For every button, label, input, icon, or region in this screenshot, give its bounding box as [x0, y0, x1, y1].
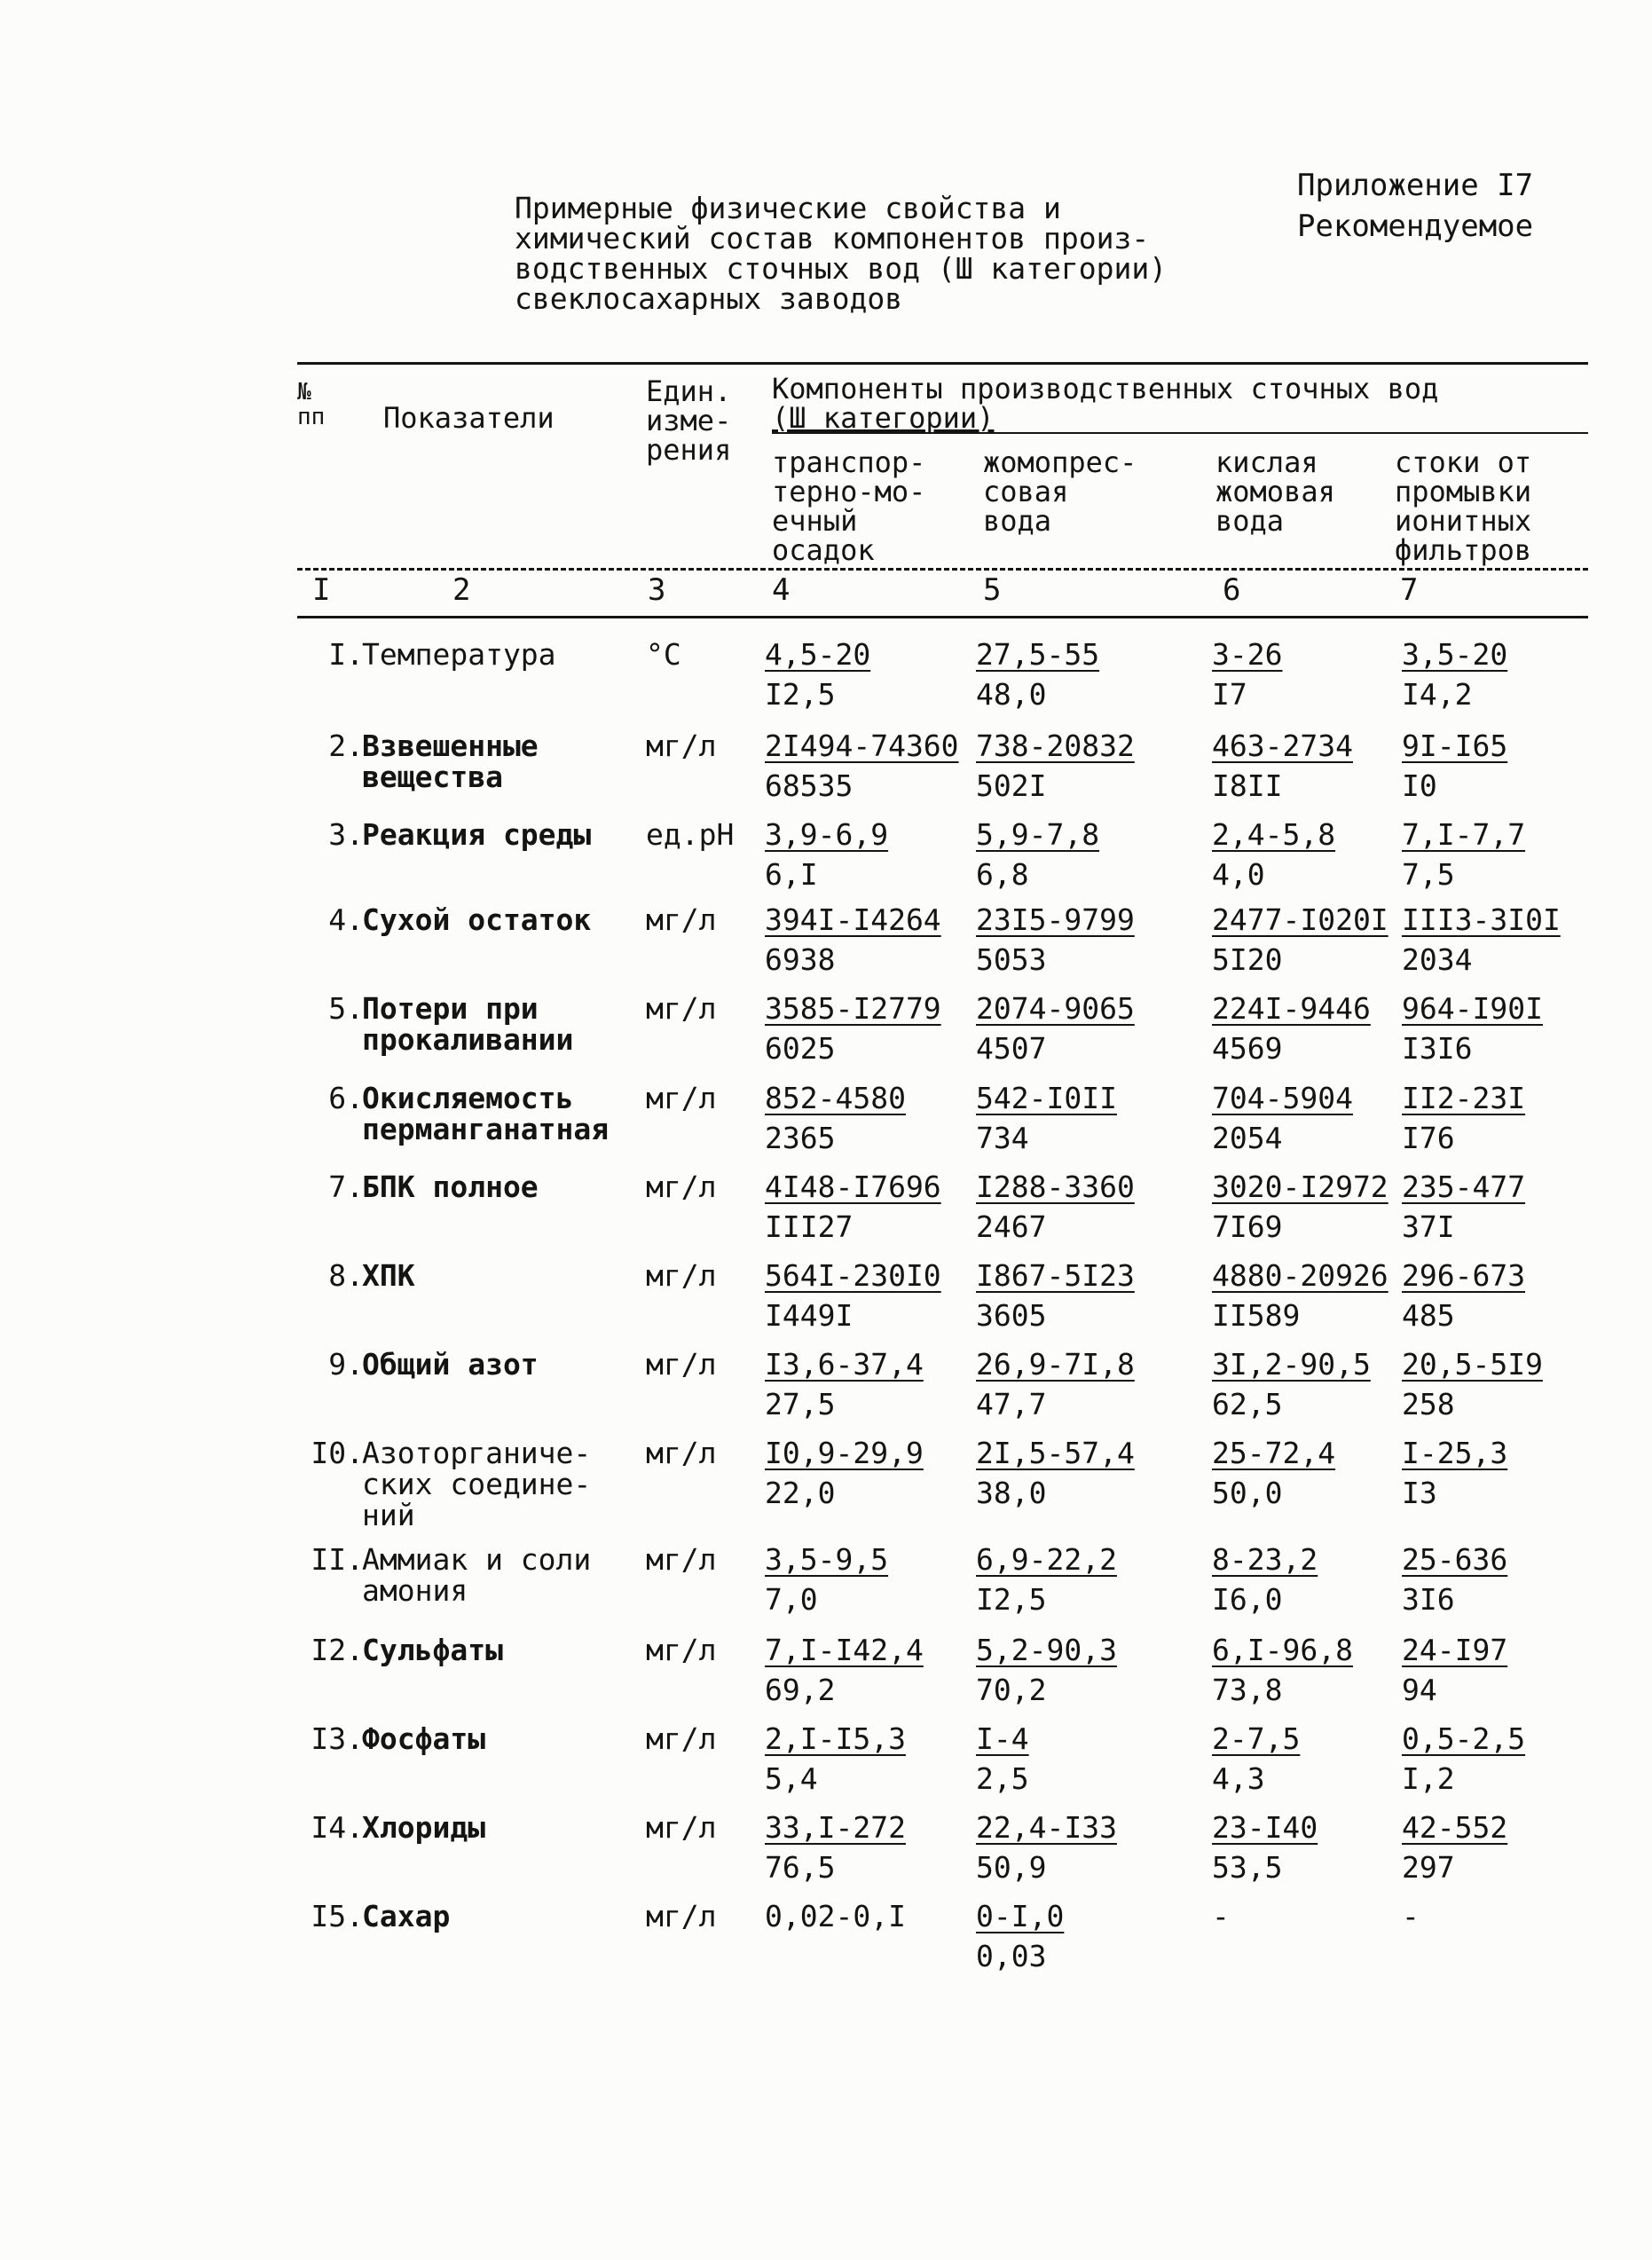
value-mean: 2467	[976, 1209, 1047, 1244]
row-indicator	[362, 1901, 450, 1932]
row-value-v5	[976, 1807, 1117, 1887]
value-mean: 22,0	[765, 1476, 836, 1510]
value-range: -	[1212, 1899, 1230, 1933]
value-mean: I6,0	[1212, 1582, 1283, 1617]
row-unit: мг/л	[646, 728, 717, 763]
row-indicator	[362, 1723, 485, 1754]
row-value-v5	[976, 815, 1099, 894]
value-range: 738-20832	[976, 728, 1135, 763]
row-value-v6	[1212, 1539, 1318, 1619]
row-indicator	[362, 1083, 609, 1145]
value-range: I288-3360	[976, 1169, 1135, 1204]
row-value-v7	[1402, 988, 1543, 1068]
row-value-v6	[1212, 1167, 1388, 1247]
row-indicator-line: БПК полное	[362, 1169, 539, 1204]
row-value-v4	[765, 1256, 941, 1335]
value-mean: 297	[1402, 1850, 1455, 1885]
header-col7-line: фильтров	[1395, 533, 1532, 567]
value-range: III3-3I0I	[1402, 902, 1561, 937]
value-mean: 2365	[765, 1121, 836, 1155]
row-unit: мг/л	[646, 1081, 717, 1115]
row-unit: мг/л	[646, 902, 717, 937]
col-number: I	[312, 572, 331, 608]
value-range: 23-I40	[1212, 1810, 1318, 1845]
row-number: I2.	[311, 1633, 364, 1667]
value-mean: 50,9	[976, 1850, 1047, 1885]
row-value-v6	[1212, 1630, 1353, 1710]
title-line: водственных сточных вод (Ш категории)	[515, 251, 1168, 286]
row-unit: мг/л	[646, 1258, 717, 1293]
row-value-v7	[1402, 1167, 1525, 1247]
row-indicator-line: Сухой остаток	[362, 902, 592, 937]
row-indicator-line: ских соедине-	[362, 1467, 592, 1501]
value-range: 3585-I2779	[765, 991, 941, 1026]
row-unit: мг/л	[646, 1542, 717, 1577]
col-number: 5	[983, 572, 1002, 608]
row-value-v4	[765, 988, 941, 1068]
value-range: 3I,2-90,5	[1212, 1347, 1371, 1382]
value-range: I0,9-29,9	[765, 1436, 924, 1470]
appendix-number: Приложение I7	[1297, 168, 1534, 203]
row-value-v7	[1402, 1539, 1507, 1619]
value-mean: 502I	[976, 768, 1047, 803]
row-indicator	[362, 730, 539, 792]
value-range: 4I48-I7696	[765, 1169, 941, 1204]
header-col4-line: ечный	[772, 504, 858, 538]
value-range: I-4	[976, 1721, 1029, 1756]
value-range: 3,9-6,9	[765, 817, 889, 852]
row-unit: мг/л	[646, 1721, 717, 1756]
row-number: 4.	[328, 902, 364, 937]
value-mean: I2,5	[765, 677, 836, 712]
value-mean: I76	[1402, 1121, 1455, 1155]
row-value-v4	[765, 1539, 888, 1619]
row-number: I3.	[311, 1721, 364, 1756]
value-range: 2-7,5	[1212, 1721, 1301, 1756]
value-range: 6,I-96,8	[1212, 1633, 1353, 1667]
value-mean: 38,0	[976, 1476, 1047, 1510]
value-mean: 7,0	[765, 1582, 818, 1617]
row-value-v4	[765, 726, 959, 806]
row-unit: мг/л	[646, 1810, 717, 1845]
row-value-v7	[1402, 1719, 1525, 1799]
row-value-v7	[1402, 1344, 1543, 1424]
row-value-v7	[1402, 726, 1507, 806]
row-value-v7	[1402, 1630, 1507, 1710]
row-value-v5	[976, 1539, 1117, 1619]
value-range: 296-673	[1402, 1258, 1526, 1293]
row-indicator-line: Взвешенные	[362, 728, 539, 763]
row-indicator	[362, 1349, 539, 1380]
value-range: 25-72,4	[1212, 1436, 1336, 1470]
row-value-v6	[1212, 1078, 1353, 1158]
header-number-line: пп	[297, 404, 326, 430]
row-value-v4	[765, 1433, 924, 1513]
value-mean: 0,03	[976, 1939, 1047, 1973]
col-numbers-rule	[297, 616, 1588, 618]
row-value-v5	[976, 1433, 1135, 1513]
row-value-v4	[765, 1719, 906, 1799]
value-range: 2I494-74360	[765, 728, 959, 763]
value-mean: III27	[765, 1209, 854, 1244]
row-value-v4	[765, 1344, 924, 1424]
row-value-v5	[976, 988, 1135, 1068]
row-indicator	[362, 1812, 485, 1843]
row-value-v5	[976, 900, 1135, 980]
row-unit: мг/л	[646, 1899, 717, 1933]
value-range: 5,9-7,8	[976, 817, 1100, 852]
value-mean: I3	[1402, 1476, 1437, 1510]
row-number: 6.	[328, 1081, 364, 1115]
value-range: 25-636	[1402, 1542, 1508, 1577]
value-mean: 37I	[1402, 1209, 1455, 1244]
value-range: 2I,5-57,4	[976, 1436, 1135, 1470]
value-range: 542-I0II	[976, 1081, 1117, 1115]
header-bottom-rule	[297, 568, 1588, 571]
col-number: 2	[452, 572, 471, 608]
row-value-v6	[1212, 815, 1335, 894]
row-indicator-line: прокаливании	[362, 1022, 574, 1057]
row-indicator-line: Фосфаты	[362, 1721, 486, 1756]
row-number: 3.	[328, 817, 364, 852]
row-value-v6	[1212, 988, 1371, 1068]
value-mean: 5,4	[765, 1761, 818, 1796]
value-mean: 6,8	[976, 857, 1029, 892]
row-indicator-line: Общий азот	[362, 1347, 539, 1382]
value-range: 3,5-9,5	[765, 1542, 889, 1577]
row-indicator-line: амония	[362, 1573, 468, 1608]
row-value-v4	[765, 1630, 924, 1710]
header-col4-line: терно-мо-	[772, 475, 926, 508]
header-col4	[772, 445, 926, 567]
row-value-v5	[976, 1078, 1117, 1158]
value-range: 0,5-2,5	[1402, 1721, 1526, 1756]
value-mean: 69,2	[765, 1673, 836, 1707]
row-indicator-line: ХПК	[362, 1258, 415, 1293]
row-value-v5	[976, 1256, 1135, 1335]
row-value-v4	[765, 1078, 906, 1158]
value-mean: 47,7	[976, 1387, 1047, 1421]
header-number-line: №	[297, 379, 311, 406]
value-mean: 7I69	[1212, 1209, 1283, 1244]
value-mean: I8II	[1212, 768, 1283, 803]
row-value-v5	[976, 1896, 1064, 1976]
header-col6	[1215, 445, 1335, 538]
value-mean: 94	[1402, 1673, 1437, 1707]
value-range: II2-23I	[1402, 1081, 1526, 1115]
value-mean: 6025	[765, 1031, 836, 1066]
row-value-v7	[1402, 815, 1525, 894]
value-mean: 4569	[1212, 1031, 1283, 1066]
value-mean: I449I	[765, 1298, 854, 1333]
value-range: 24-I97	[1402, 1633, 1508, 1667]
title-line: Примерные физические свойства и	[515, 191, 1061, 225]
row-number: I0.	[311, 1436, 364, 1470]
header-col5	[983, 445, 1137, 538]
header-col4-line: осадок	[772, 533, 875, 567]
value-range: 8-23,2	[1212, 1542, 1318, 1577]
row-indicator-line: Потери при	[362, 991, 539, 1026]
row-indicator	[362, 904, 591, 935]
row-value-v7	[1402, 1433, 1507, 1513]
row-value-v4	[765, 1807, 906, 1887]
value-range: 704-5904	[1212, 1081, 1353, 1115]
value-mean: 4507	[976, 1031, 1047, 1066]
value-mean: 4,3	[1212, 1761, 1265, 1796]
value-mean: 485	[1402, 1298, 1455, 1333]
value-mean: 3I6	[1402, 1582, 1455, 1617]
row-value-v4	[765, 815, 888, 894]
header-col6-line: жомовая	[1215, 475, 1335, 508]
value-range: 9I-I65	[1402, 728, 1508, 763]
row-value-v6	[1212, 1344, 1371, 1424]
col-number: 4	[772, 572, 791, 608]
row-value-v7	[1402, 1078, 1525, 1158]
row-value-v6	[1212, 1896, 1230, 1936]
row-value-v7	[1402, 1896, 1420, 1936]
value-range: 0,02-0,I	[765, 1899, 906, 1933]
row-value-v7	[1402, 1807, 1507, 1887]
value-mean: 50,0	[1212, 1476, 1283, 1510]
value-range: 224I-9446	[1212, 991, 1371, 1026]
value-range: 394I-I4264	[765, 902, 941, 937]
value-mean: 7,5	[1402, 857, 1455, 892]
value-range: -	[1402, 1899, 1420, 1933]
value-mean: 6938	[765, 942, 836, 977]
value-mean: 6,I	[765, 857, 818, 892]
row-indicator-line: ний	[362, 1498, 415, 1532]
row-indicator	[362, 819, 591, 850]
row-value-v6	[1212, 900, 1388, 980]
row-value-v6	[1212, 726, 1353, 806]
value-mean: 4,0	[1212, 857, 1265, 892]
row-unit: ед.рН	[646, 817, 735, 852]
col-number: 3	[648, 572, 666, 608]
value-mean: 70,2	[976, 1673, 1047, 1707]
table-top-rule	[297, 362, 1588, 365]
header-unit	[646, 374, 732, 467]
title-line: свеклосахарных заводов	[515, 281, 903, 316]
row-value-v5	[976, 1344, 1135, 1424]
header-col5-line: вода	[983, 504, 1052, 538]
row-value-v7	[1402, 634, 1507, 714]
value-mean: 73,8	[1212, 1673, 1283, 1707]
header-components-line: (Ш категории)	[772, 401, 995, 435]
row-indicator-line: Аммиак и соли	[362, 1542, 592, 1577]
row-number: 2.	[328, 728, 364, 763]
value-range: 33,I-272	[765, 1810, 906, 1845]
row-value-v5	[976, 634, 1099, 714]
row-value-v5	[976, 1167, 1135, 1247]
header-col7-line: стоки от	[1395, 445, 1532, 479]
row-indicator-line: перманганатная	[362, 1112, 610, 1146]
row-indicator-line: Реакция среды	[362, 817, 592, 852]
row-indicator	[362, 1260, 415, 1291]
row-unit: °C	[646, 637, 681, 672]
value-mean: 2054	[1212, 1121, 1283, 1155]
row-value-v6	[1212, 1719, 1300, 1799]
row-indicator-line: Сульфаты	[362, 1633, 503, 1667]
row-value-v4	[765, 634, 870, 714]
value-range: 6,9-22,2	[976, 1542, 1117, 1577]
value-range: 2477-I020I	[1212, 902, 1388, 937]
row-indicator-line: Окисляемость	[362, 1081, 574, 1115]
value-range: 964-I90I	[1402, 991, 1543, 1026]
header-col7	[1395, 445, 1532, 567]
value-mean: I3I6	[1402, 1031, 1473, 1066]
value-mean: 76,5	[765, 1850, 836, 1885]
value-range: 42-552	[1402, 1810, 1508, 1845]
header-indicator: Показатели	[383, 401, 555, 435]
row-value-v6	[1212, 1433, 1335, 1513]
row-indicator-line: Азоторганиче-	[362, 1436, 592, 1470]
value-range: 26,9-7I,8	[976, 1347, 1135, 1382]
value-range: 4880-20926	[1212, 1258, 1388, 1293]
header-components	[772, 374, 1438, 433]
value-range: 27,5-55	[976, 637, 1100, 672]
value-range: 5,2-90,3	[976, 1633, 1117, 1667]
value-mean: I2,5	[976, 1582, 1047, 1617]
value-mean: 5053	[976, 942, 1047, 977]
appendix-status: Рекомендуемое	[1297, 209, 1534, 244]
title-line: химический состав компонентов произ-	[515, 221, 1150, 256]
row-number: 8.	[328, 1258, 364, 1293]
value-mean: 68535	[765, 768, 854, 803]
row-value-v6	[1212, 634, 1282, 714]
col-number: 7	[1400, 572, 1419, 608]
value-mean: 734	[976, 1121, 1029, 1155]
value-mean: 2,5	[976, 1761, 1029, 1796]
row-value-v7	[1402, 900, 1561, 980]
value-mean: 48,0	[976, 677, 1047, 712]
value-range: 22,4-I33	[976, 1810, 1117, 1845]
header-col4-line: транспор-	[772, 445, 926, 479]
row-number: I5.	[311, 1899, 364, 1933]
header-col5-line: жомопрес-	[983, 445, 1137, 479]
value-range: 852-4580	[765, 1081, 906, 1115]
row-value-v5	[976, 1630, 1117, 1710]
value-range: 463-2734	[1212, 728, 1353, 763]
value-range: 20,5-5I9	[1402, 1347, 1543, 1382]
header-unit-line: рения	[646, 433, 732, 467]
header-unit-line: изме-	[646, 404, 732, 437]
row-unit: мг/л	[646, 1633, 717, 1667]
value-mean: 53,5	[1212, 1850, 1283, 1885]
row-value-v4	[765, 900, 941, 980]
row-number: II.	[311, 1542, 364, 1577]
row-value-v5	[976, 726, 1135, 806]
value-range: I-25,3	[1402, 1436, 1508, 1470]
row-indicator	[362, 1171, 539, 1202]
header-col7-line: промывки	[1395, 475, 1532, 508]
header-col5-line: совая	[983, 475, 1069, 508]
value-range: 3,5-20	[1402, 637, 1508, 672]
value-range: I3,6-37,4	[765, 1347, 924, 1382]
value-mean: I0	[1402, 768, 1437, 803]
value-range: 4,5-20	[765, 637, 871, 672]
value-range: 3-26	[1212, 637, 1283, 672]
value-range: 7,I-I42,4	[765, 1633, 924, 1667]
header-unit-line: Един.	[646, 374, 732, 408]
row-unit: мг/л	[646, 1169, 717, 1204]
document-title	[515, 193, 1167, 314]
row-indicator	[362, 993, 573, 1055]
header-col7-line: ионитных	[1395, 504, 1532, 538]
row-indicator	[362, 1544, 591, 1606]
header-components-line: Компоненты производственных сточных вод	[772, 372, 1439, 406]
value-range: 564I-230I0	[765, 1258, 941, 1293]
row-number: I4.	[311, 1810, 364, 1845]
value-range: 3020-I2972	[1212, 1169, 1388, 1204]
header-col6-line: вода	[1215, 504, 1285, 538]
header-col6-line: кислая	[1215, 445, 1318, 479]
header-number	[297, 380, 325, 429]
value-range: 23I5-9799	[976, 902, 1135, 937]
row-unit: мг/л	[646, 1436, 717, 1470]
value-range: 0-I,0	[976, 1899, 1065, 1933]
row-value-v4	[765, 1167, 941, 1247]
row-number: 9.	[328, 1347, 364, 1382]
row-number: I.	[328, 637, 364, 672]
row-indicator-line: Сахар	[362, 1899, 451, 1933]
value-range: I867-5I23	[976, 1258, 1135, 1293]
row-indicator-line: вещества	[362, 760, 503, 794]
row-unit: мг/л	[646, 991, 717, 1026]
row-unit: мг/л	[646, 1347, 717, 1382]
value-range: 2,4-5,8	[1212, 817, 1336, 852]
value-mean: I7	[1212, 677, 1247, 712]
value-mean: I,2	[1402, 1761, 1455, 1796]
value-range: 7,I-7,7	[1402, 817, 1526, 852]
row-indicator-line: Хлориды	[362, 1810, 486, 1845]
value-mean: 62,5	[1212, 1387, 1283, 1421]
row-number: 7.	[328, 1169, 364, 1204]
value-range: 2074-9065	[976, 991, 1135, 1026]
value-range: 2,I-I5,3	[765, 1721, 906, 1756]
value-mean: 5I20	[1212, 942, 1283, 977]
appendix-label	[1297, 165, 1533, 247]
value-range: 235-477	[1402, 1169, 1526, 1204]
value-mean: II589	[1212, 1298, 1301, 1333]
row-indicator-line: Температура	[362, 637, 556, 672]
row-indicator	[362, 639, 556, 670]
row-value-v7	[1402, 1256, 1525, 1335]
row-value-v4	[765, 1896, 906, 1936]
value-mean: 2034	[1402, 942, 1473, 977]
value-mean: I4,2	[1402, 677, 1473, 712]
col-number: 6	[1223, 572, 1241, 608]
row-number: 5.	[328, 991, 364, 1026]
value-mean: 27,5	[765, 1387, 836, 1421]
row-indicator	[362, 1437, 591, 1531]
row-indicator	[362, 1634, 503, 1665]
row-value-v5	[976, 1719, 1029, 1799]
row-value-v6	[1212, 1807, 1318, 1887]
value-mean: 258	[1402, 1387, 1455, 1421]
row-value-v6	[1212, 1256, 1388, 1335]
value-mean: 3605	[976, 1298, 1047, 1333]
